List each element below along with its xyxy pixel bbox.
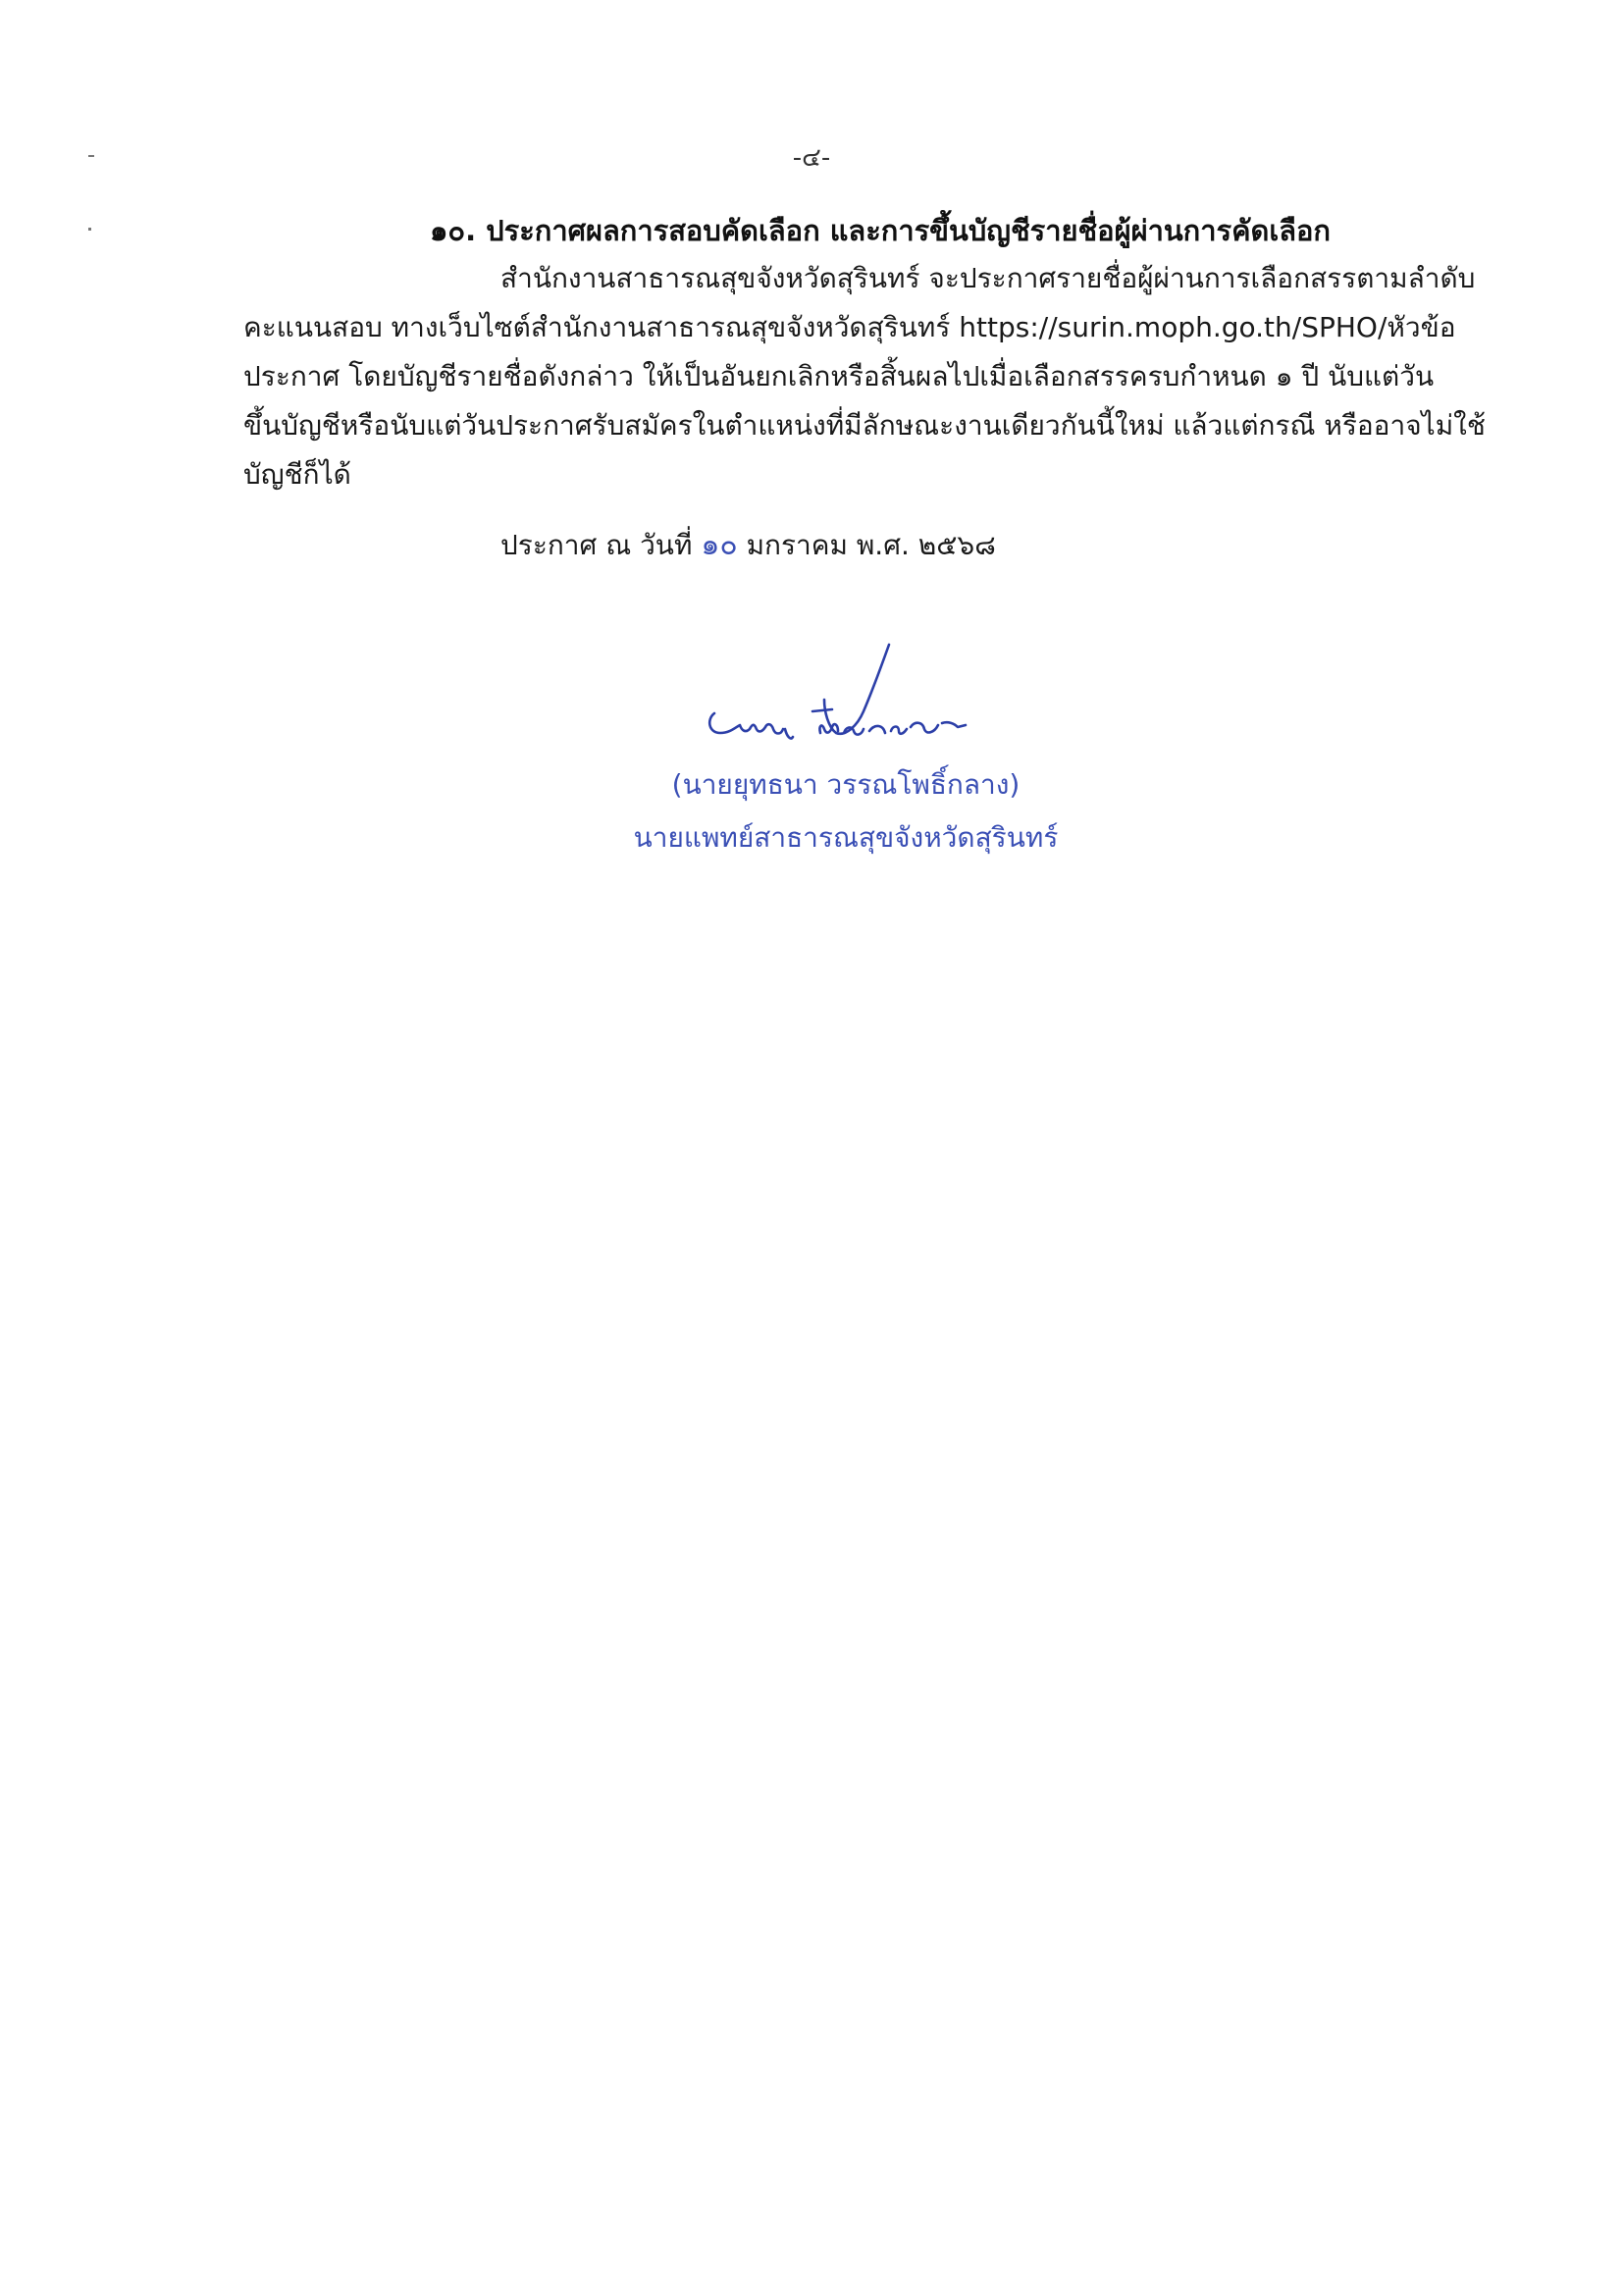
body-line: สำนักงานสาธารณสุขจังหวัดสุรินทร์ จะประกาศรายชื่อผู้ผ่านการเลือกสรรตามลำดับ — [500, 262, 1476, 294]
body-line: ขึ้นบัญชีหรือนับแต่วันประกาศรับสมัครในตำแหน่งที่มีลักษณะงานเดียวกันนี้ใหม่ แล้วแต่กรณี หรืออาจไม่ใช้ — [243, 409, 1486, 442]
announcement-date — [500, 522, 996, 568]
page-number: -๔- — [792, 143, 831, 173]
section-heading: ๑๐. ประกาศผลการสอบคัดเลือก และการขึ้นบัญชีรายชื่อผู้ผ่านการคัดเลือก — [430, 214, 1331, 247]
scan-mark — [88, 228, 91, 231]
date-day-handwritten: ๑๐ — [701, 528, 738, 562]
signatory-title: นายแพทย์สาธารณสุขจังหวัดสุรินทร์ — [633, 821, 1059, 854]
signatory-name: (นายยุทธนา วรรณโพธิ์กลาง) — [671, 768, 1021, 801]
date-prefix: ประกาศ ณ วันที่ — [500, 529, 693, 561]
handwritten-signature — [697, 643, 1050, 760]
body-line: บัญชีก็ได้ — [243, 458, 351, 491]
date-month-year: มกราคม พ.ศ. ๒๕๖๘ — [746, 529, 996, 561]
body-line: ประกาศ โดยบัญชีรายชื่อดังกล่าว ให้เป็นอันยกเลิกหรือสิ้นผลไปเมื่อเลือกสรรครบกำหนด ๑ ปี นับแต่วัน — [243, 360, 1435, 392]
body-line: คะแนนสอบ ทางเว็บไซต์สำนักงานสาธารณสุขจังหวัดสุรินทร์ https://surin.moph.go.th/SPHO/หัวข้อ — [243, 311, 1456, 343]
